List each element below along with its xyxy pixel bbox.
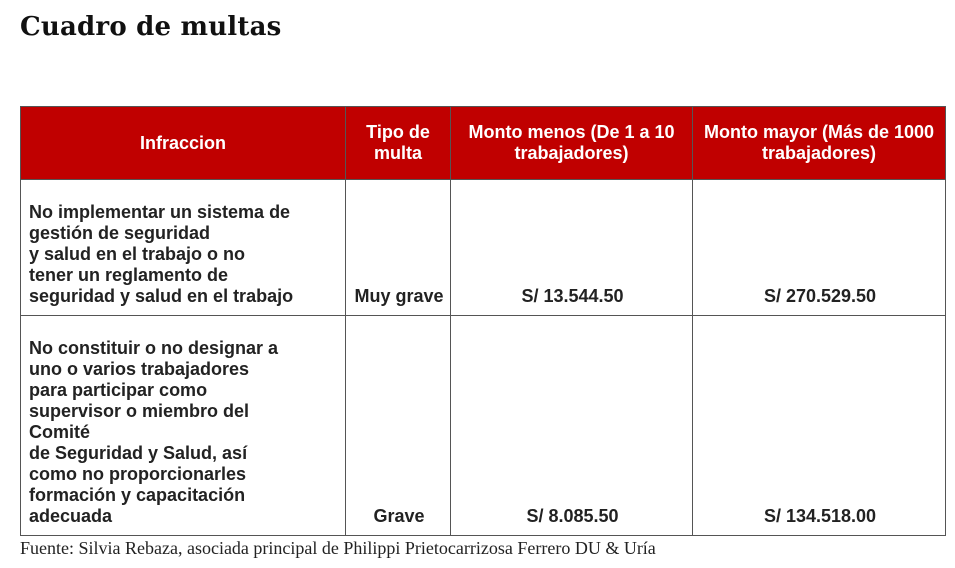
header-amount-small: Monto menos (De 1 a 10 trabajadores)	[451, 107, 693, 180]
table-row	[21, 316, 946, 536]
amount-large-cell: S/ 270.529.50	[693, 180, 946, 316]
table-row	[21, 180, 946, 316]
amount-small-cell: S/ 8.085.50	[451, 316, 693, 536]
fine-type-cell: Muy grave	[346, 180, 451, 316]
page-title: Cuadro de multas	[20, 12, 282, 42]
fines-table	[20, 106, 946, 536]
fine-type-cell: Grave	[346, 316, 451, 536]
header-infraction: Infraccion	[21, 107, 346, 180]
amount-small-cell: S/ 13.544.50	[451, 180, 693, 316]
infraction-cell: No constituir o no designar a uno o varios trabajadores para participar como supervisor o miembro del Comité de Seguridad y Salud, así como no proporcionarles formación y capacitación adecuada	[21, 316, 346, 536]
header-fine-type: Tipo de multa	[346, 107, 451, 180]
table-header-row	[21, 107, 946, 180]
source-caption: Fuente: Silvia Rebaza, asociada principal de Philippi Prietocarrizosa Ferrero DU & Uría	[20, 538, 656, 558]
amount-large-cell: S/ 134.518.00	[693, 316, 946, 536]
infraction-cell: No implementar un sistema de gestión de seguridad y salud en el trabajo o no tener un reglamento de seguridad y salud en el trabajo	[21, 180, 346, 316]
header-amount-large: Monto mayor (Más de 1000 trabajadores)	[693, 107, 946, 180]
